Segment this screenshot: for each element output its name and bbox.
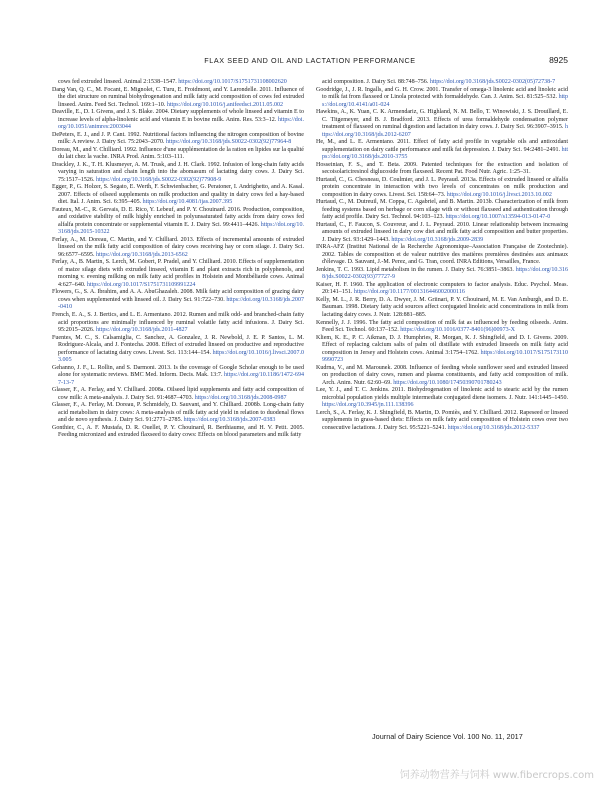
doi-link[interactable]: https://doi.org/10.4141/a01-024 (322, 94, 568, 108)
reference-text: Ferlay, A., B. Martin, S. Lerch, M. Gobert, P. Pradel, and Y. Chilliard. 2010. Effects of supplementation of maize silage diets with extruded linseed, vitamin E and plant extracts rich in polyphenols, and morning v. evening milking on milk fatty acid profiles in Holstein and Montbéliarde cows. Animal 4:627–640. (52, 259, 304, 288)
reference-entry (316, 410, 568, 433)
reference-text: Hawkins, A., K. Yuan, C. K. Armendariz, G. Highland, N. M. Bello, T. Winowiski, J. S. Drouillard, E. C. Titgemeyer, and B. J. Bradford. 2013. Effects of urea formaldehyde condensation polymer treatment of flaxseed on ruminal digestion and lactation in dairy cows. J. Dairy Sci. 96:3907–3915. (316, 109, 568, 131)
reference-text: Kennelly, J. J. 1996. The fatty acid composition of milk fat as influenced by feeding oilseeds. Anim. Feed Sci. Technol. 60:137–152. (316, 319, 568, 334)
reference-entry (52, 132, 304, 147)
references-left-column (52, 79, 304, 440)
reference-entry (316, 109, 568, 139)
reference-text: Egger, P., G. Holzer, S. Segato, E. Werth, F. Schwienbacher, G. Peratoner, I. Andrighetto, and A. Kasal. 2007. Effects of oilseed supplements on milk production and quality in dairy cows fed a hay-based diet. Ital. J. Anim. Sci. 6:395–405. (52, 184, 304, 206)
doi-link[interactable]: https://doi.org/10.3168/jds.2012-6207 (322, 124, 568, 138)
reference-text: Lee, Y. J., and T. C. Jenkins. 2011. Biohydrogenation of linolenic acid to stearic acid by the rumen microbial population yields multiple intermediate conjugated diene isomers. J. Nutr. 141:1445–1450. (316, 387, 568, 401)
reference-entry (316, 267, 568, 282)
doi-link[interactable]: https://doi.org/10.3168/jds.S0022-0302(05)72738-7 (429, 79, 556, 85)
reference-entry (52, 387, 304, 402)
doi-link[interactable]: https://doi.org/10.3168/jds.S0022-0302(93)77727-9 (322, 266, 568, 281)
reference-entry (52, 162, 304, 185)
reference-text: Kaiser, H. F. 1960. The application of electronic computers to factor analysis. Educ. Psychol. Meas. 20:141–151. (316, 281, 568, 296)
reference-text: Kliem, K. E., P. C. Aikman, D. J. Humphries, R. Morgan, K. J. Shingfield, and D. I. Givens. 2009. Effect of replacing calcium salts of palm oil distillate with extruded linseeds on milk fatty acid composition in Jersey and Holstein cows. Animal 3:1754–1762. (316, 334, 568, 356)
doi-link[interactable]: https://doi.org/10.3168/jds.2015-10322 (58, 221, 304, 236)
reference-entry (52, 289, 304, 312)
reference-entry (52, 259, 304, 289)
reference-entry (316, 139, 568, 162)
reference-text: Goodridge, J., J. R. Ingalls, and G. H. Crow. 2001. Transfer of omega-3 linolenic acid and linoleic acid to milk fat from flaxseed or Linola protected with formaldehyde. Can. J. Anim. Sci. 81:525–532. (316, 86, 568, 101)
reference-text: Kelly, M. L., J. R. Berry, D. A. Dwyer, J. M. Griinari, P. Y. Chouinard, M. E. Van Amburgh, and D. E. Bauman. 1998. Dietary fatty acid sources affect conjugated linoleic acid concentrations in milk from lactating dairy cows. J. Nutr. 128:881–885. (316, 296, 568, 318)
doi-link[interactable]: https://doi.org/10.4081/ijas.2007.395 (142, 199, 233, 206)
reference-entry (52, 79, 304, 87)
doi-link[interactable]: https://doi.org/10.1016/j.livsci.2013.10.002 (446, 191, 552, 198)
reference-entry (316, 162, 568, 177)
reference-text: Kudrna, V., and M. Marounek. 2008. Influence of feeding whole sunflower seed and extruded linseed on production of dairy cows, rumen and plasma constituents, and fatty acid composition of milk. Arch. Anim. Nutr. 62:60–69. (316, 364, 568, 386)
reference-text: DePeters, E. J., and J. P. Cant. 1992. Nutritional factors influencing the nitrogen composition of bovine milk: A review. J. Dairy Sci. 75:2043–2070. (52, 131, 304, 146)
doi-link[interactable]: https://doi.org/10.3168/jds.2009-2839 (391, 236, 484, 243)
doi-link[interactable]: https://doi.org/10.3168/jds.2011-4827 (95, 327, 188, 334)
running-header (52, 56, 568, 70)
doi-link[interactable]: https://doi.org/10.1080/17450390701780243 (393, 379, 502, 386)
reference-entry (316, 365, 568, 388)
reference-entry (316, 79, 568, 87)
doi-link[interactable]: https://doi.org/10.1007/s13594-013-0147-0 (445, 214, 551, 221)
doi-link[interactable]: https://doi.org/10.1017/S1751731109990723 (322, 349, 568, 364)
reference-text: Hosseinian, F. S., and T. Beta. 2009. Patented techniques for the extraction and isolation of secoisolariciresinol diglucoside from flaxseed. Recent Pat. Food Nutr. Agric. 1:25–31. (316, 161, 568, 176)
reference-text: Flowers, G., S. A. Ibrahim, and A. A. AbuGhazaleh. 2008. Milk fatty acid composition of grazing dairy cows when supplemented with linseed oil. J. Dairy Sci. 91:722–730. (52, 289, 304, 303)
reference-text: He, M., and L. E. Armentano. 2011. Effect of fatty acid profile in vegetable oils and antioxidant supplementation on dairy cattle performance and milk fat depression. J. Dairy Sci. 94:2481–2491. (316, 139, 568, 153)
watermark: 饲养动物营养与饲料 www.fibercrops.com (399, 770, 594, 781)
references-right-column (316, 79, 568, 432)
reference-text: Ferlay, A., M. Doreau, C. Martin, and Y. Chilliard. 2013. Effects of incremental amounts of extruded linseed on the milk fatty acid composition of dairy cows receiving hay or corn silage. J. Dairy Sci. 96:6577–6595. (52, 236, 304, 258)
doi-link[interactable]: https://doi.org/10.1016/0377-8401(96)00973-X (400, 327, 516, 334)
reference-entry (52, 237, 304, 260)
reference-entry (316, 282, 568, 297)
reference-text: Deaville, E., D. I. Givens, and J. S. Blake. 2004. Dietary supplements of whole linseed and vitamin E to increase levels of alpha-linolenic acid and vitamin E in bovine milk. Anim. Res. 53:3–12. (52, 109, 304, 123)
doi-link[interactable]: https://doi.org/10.3168/jds.2013-6562 (95, 251, 188, 258)
reference-entry (52, 335, 304, 365)
reference-entry (316, 222, 568, 245)
page-number: 8925 (549, 55, 568, 65)
reference-text: cows fed extruded linseed. Animal 2:1538–1547. (58, 79, 179, 85)
reference-text: Gehanno, J. F., L. Rollin, and S. Darmoni. 2013. Is the coverage of Google Scholar enough to be used alone for systematic reviews. BMC Med. Inform. Decis. Mak. 13:7. (52, 364, 304, 379)
reference-entry (52, 184, 304, 207)
reference-text: Gonthier, C., A. F. Mustafa, D. R. Ouellet, P. Y. Chouinard, R. Berthiaume, and H. V. Petit. 2005. Feeding micronized and extruded flaxseed to dairy cows: Effects on blood parameters and milk fatty (52, 424, 304, 439)
doi-link[interactable]: https://doi.org/10.3168/jds.2012-5337 (447, 424, 540, 431)
reference-entry (316, 387, 568, 410)
reference-text: Glasser, F., A. Ferlay, M. Doreau, P. Schmidely, D. Sauvant, and Y. Chilliard. 2008b. Long-chain fatty acid metabolism in dairy cows: A meta-analysis of milk fatty acid yield in relation to duodenal flows and de novo synthesis. J. Dairy Sci. 91:2771–2785. (52, 402, 304, 424)
reference-text: INRA-AFZ (Institut National de la Recherche Agronomique–Association Française de Zootechnie). 2002. Tables de composition et de valeur nutritive des matières premières destinées aux animaux d'élevage. D. Sauvant, J.-M. Perez, and G. Tran, coord. INRA Editions, Versailles, France. (316, 244, 568, 266)
doi-link[interactable]: https://doi.org/10.1017/S1751731108002620 (178, 79, 287, 85)
doi-link[interactable]: https://doi.org/10.1017/S1751731109991224 (86, 281, 196, 288)
reference-text: Hurtaud, C., G. Chesneau, D. Coulmier, and J. L. Peyraud. 2013a. Effects of extruded linseed or alfalfa protein concentrate in interaction with two levels of concentrates on milk production and composition in dairy cows. Livest. Sci. 158:64–73. (316, 176, 568, 198)
reference-entry (316, 199, 568, 222)
doi-link[interactable]: https://doi.org/10.1186/1472-6947-13-7 (58, 372, 304, 386)
reference-entry (316, 177, 568, 200)
reference-text: Hurtaud, C., F. Faucon, S. Couvreur, and J. L. Peyraud. 2010. Linear relationship between increasing amounts of extruded linseed in dairy cow diet and milk fatty acid composition and butter properties. J. Dairy Sci. 93:1429–1443. (316, 221, 568, 243)
reference-text: Doreau, M., and Y. Chilliard. 1992. Influence d'une supplémentation de la ration en lipides sur la qualité du lait chez la vache. INRA Prod. Anim. 5:103–111. (52, 146, 304, 161)
doi-link[interactable]: https://doi.org/10.1016/j.livsci.2007.03.005 (58, 349, 304, 364)
doi-link[interactable]: https://doi.org/10.1016/j.anifeedsci.2011.05.002 (166, 101, 284, 108)
reference-entry (316, 244, 568, 267)
doi-link[interactable]: https://doi.org/10.3168/jds.S0022-0302(92)77908-9 (95, 176, 222, 183)
reference-entry (52, 87, 304, 110)
doi-link[interactable]: https://doi.org/10.3168/jds.2010-3755 (322, 146, 568, 161)
reference-text: Dang Van, Q. C., M. Focant, E. Mignolet, C. Turu, E. Froidmont, and Y. Larondelle. 2011. Influence of the diet structure on ruminal biohydrogenation and milk fatty acid composition of cows fed extruded linseed. Anim. Feed Sci. Technol. 169:1–10. (52, 86, 304, 108)
doi-link[interactable]: https://doi.org/10.3168/jds.2007-0410 (58, 296, 304, 311)
reference-entry (52, 402, 304, 425)
doi-link[interactable]: https://doi.org/10.1177/001316446002000116 (353, 289, 465, 296)
reference-entry (52, 365, 304, 388)
reference-entry (52, 147, 304, 162)
doi-link[interactable]: https://doi.org/10.1051/animres:2003044 (58, 116, 304, 131)
reference-entry (316, 335, 568, 365)
running-title: FLAX SEED AND OIL AND LACTATION PERFORMANCE (204, 56, 416, 65)
reference-text: Lerch, S., A. Ferlay, K. J. Shingfield, B. Martin, D. Pomiès, and Y. Chilliard. 2012. Rapeseed or linseed supplements in grass-based diets: Effects on milk fatty acid composition of Holstein cows over two consecutive lactations. J. Dairy Sci. 95:5221–5241. (316, 409, 568, 431)
reference-text: Hurtaud, C., M. Dutreuil, M. Coppa, C. Agabriel, and B. Martin. 2013b. Characterization of milk from feeding systems based on herbage or corn silage with or without flaxseed and authentication through fatty acid profile. Dairy Sci. Technol. 94:103–123. (316, 199, 568, 221)
doi-link[interactable]: https://doi.org/10.3168/jds.2007-0383 (183, 417, 276, 424)
reference-entry (52, 425, 304, 440)
reference-entry (52, 109, 304, 132)
reference-entry (316, 87, 568, 110)
reference-entry (316, 320, 568, 335)
reference-entry (52, 207, 304, 237)
reference-text: Jenkins, T. C. 1993. Lipid metabolism in the rumen. J. Dairy Sci. 76:3851–3863. (316, 266, 516, 273)
reference-text: Glasser, F., A. Ferlay, and Y. Chilliard. 2008a. Oilseed lipid supplements and fatty acid composition of cow milk: A meta-analysis. J. Dairy Sci. 91:4687–4703. (52, 387, 304, 401)
doi-link[interactable]: https://doi.org/10.3168/jds.2008-0987 (194, 394, 287, 401)
reference-text: Fauteux, M.-C., R. Gervais, D. E. Rico, Y. Lebeuf, and P. Y. Chouinard. 2016. Production, composition, and oxidative stability of milk highly enriched in polyunsaturated fatty acids from dairy cows fed alfalfa protein concentrate or supplemental vitamin E. J. Dairy Sci. 99:4411–4426. (52, 206, 304, 228)
journal-footer: Journal of Dairy Science Vol. 100 No. 11, 2017 (372, 732, 523, 741)
reference-text: Fuentes, M. C., S. Calsamiglia, C. Sanchez, A. Gonzalez, J. R. Newbold, J. E. P. Santos, L. M. Rodriguez-Alcala, and J. Fontecha. 2008. Effect of extruded linseed on productive and reproductive performance of lactating dairy cows. Livest. Sci. 113:144–154. (52, 334, 304, 356)
doi-link[interactable]: https://doi.org/10.3168/jds.S0022-0302(92)77964-8 (165, 139, 292, 146)
reference-text: acid composition. J. Dairy Sci. 88:748–756. (322, 79, 430, 85)
reference-entry (316, 297, 568, 320)
doi-link[interactable]: https://doi.org/10.3945/jn.111.138396 (322, 402, 414, 409)
reference-entry (52, 312, 304, 335)
reference-text: French, E. A., S. J. Bertics, and L. E. Armentano. 2012. Rumen and milk odd- and branched-chain fatty acid proportions are minimally influenced by ruminal volatile fatty acid infusions. J. Dairy Sci. 95:2015–2026. (52, 311, 304, 334)
reference-text: Drackley, J. K., T. H. Klusmeyer, A. M. Trusk, and J. H. Clark. 1992. Infusion of long-chain fatty acids varying in saturation and chain length into the abomasum of lactating dairy cows. J. Dairy Sci. 75:1517–1526. (52, 161, 304, 183)
